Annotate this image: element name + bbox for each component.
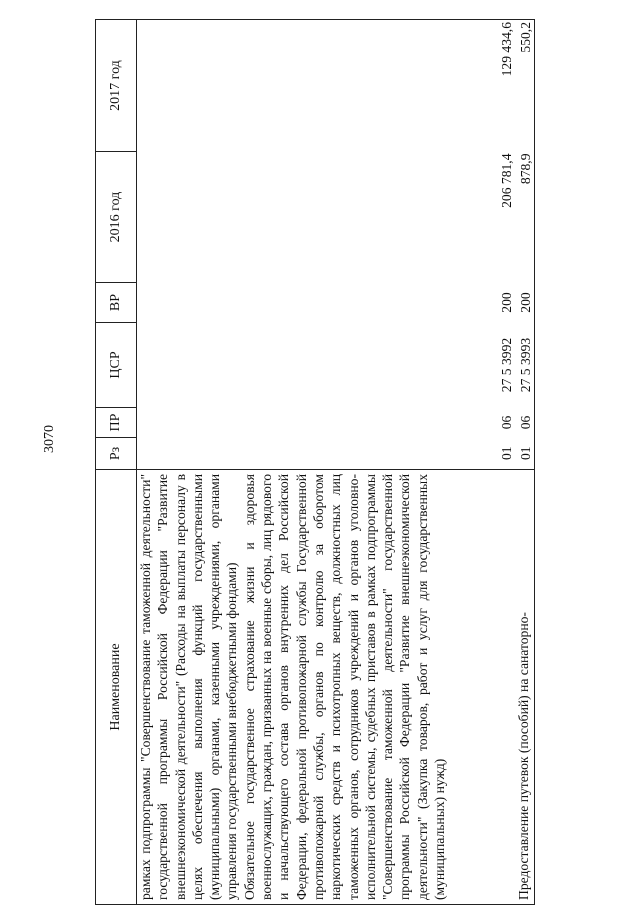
header-name: Наименование	[96, 470, 137, 905]
row-name: Обязательное государственное страхование жизни и здоровья военнослужащих, граждан, призванных на военные сборы, лиц рядового и начальствующего состава органов внутренних дел Российской Федерации, федеральной противопожарной службы Государственной противопожарной службы, органов по контролю за оборотом наркотических средств и психотропных веществ, должностных лиц таможенных органов, сотрудников учреждений и органов уголовно-исполнительной системы, судебных приставов в рамках подпрограммы "Совершенствование таможенной деятельности" государственной программы Российской Федерации "Развитие внешнеэкономической деятельности" (Закупка товаров, работ и услуг для государственных (муниципальных) нужд)	[241, 470, 515, 905]
row-csr: 27 5 3993	[515, 323, 535, 408]
header-pr: ПР	[96, 408, 137, 438]
table-row	[241, 20, 515, 905]
table-row	[515, 20, 535, 905]
table-row	[137, 20, 241, 905]
row-2017: 550,2	[515, 20, 535, 152]
header-csr: ЦСР	[96, 323, 137, 408]
row-name: рамках подпрограммы "Совершенствование таможенной деятельности" государственной программы Российской Федерации "Развитие внешнеэкономической деятельности" (Расходы на выплаты персоналу в целях обеспечения выполнения функций государственными (муниципальными) органами, казенными учреждениями, органами управления государственными внебюджетными фондами)	[137, 470, 241, 905]
page-number: 3070	[42, 425, 57, 453]
header-vr: ВР	[96, 283, 137, 323]
row-csr: 27 5 3992	[498, 337, 514, 393]
row-vr: 200	[515, 283, 535, 323]
header-rz: Рз	[96, 438, 137, 470]
row-pr: 06	[515, 408, 535, 438]
row-name: Предоставление путевок (пособий) на санаторно-	[515, 470, 535, 905]
header-2017: 2017 год	[96, 20, 137, 152]
row-pr: 06	[498, 415, 514, 430]
row-vr: 200	[498, 292, 514, 313]
budget-table	[95, 19, 535, 905]
rotated-page-content	[95, 20, 610, 905]
row-rz: 01	[515, 438, 535, 470]
table-header	[96, 20, 137, 905]
row-2016: 206 781,4	[498, 153, 514, 208]
header-2016: 2016 год	[96, 152, 137, 283]
row-rz: 01	[498, 446, 514, 461]
row-2017: 129 434,6	[241, 20, 515, 152]
row-2016: 878,9	[515, 152, 535, 283]
